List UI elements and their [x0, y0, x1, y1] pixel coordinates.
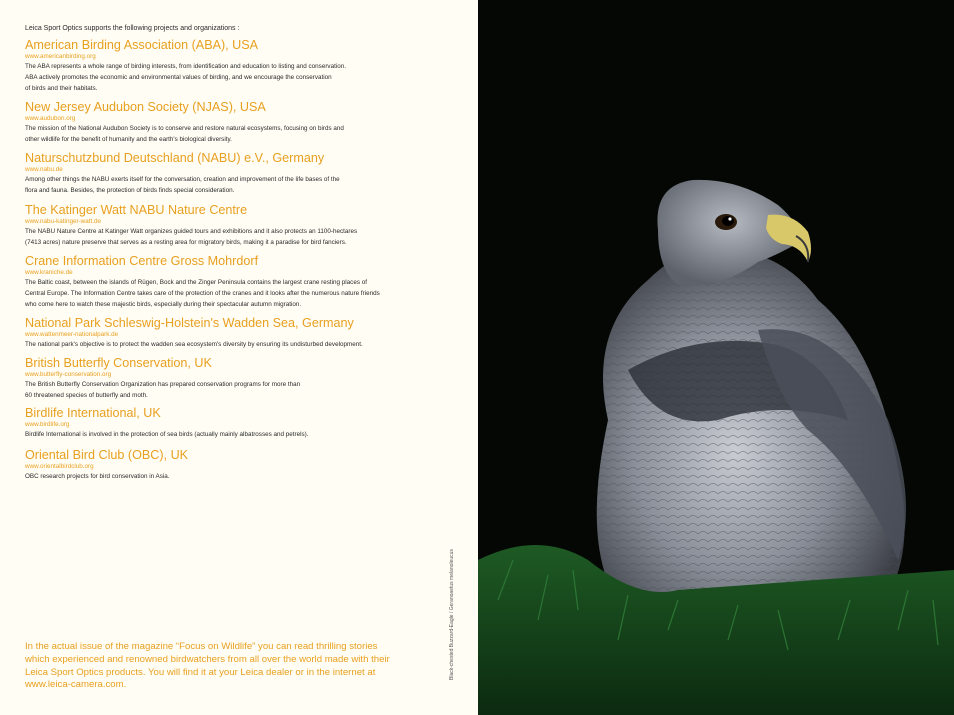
eagle-illustration: [478, 0, 954, 715]
org-description: Birdlife International is involved in the protection of sea birds (actually mainly albatrosses and petrels).: [25, 431, 309, 438]
org-description: The national park's objective is to protect the wadden sea ecosystem's diversity by ensuring its undisturbed development.: [25, 341, 363, 348]
org-description: The British Butterfly Conservation Organization has prepared conservation programs for more than 60 threatened species of butterfly and moth.: [25, 381, 301, 399]
org-description: Among other things the NABU exerts itself for the conversation, creation and improvement of the life bases of the flora and fauna. Besides, the protection of birds finds special consideration.: [25, 176, 340, 194]
org-entry: [25, 356, 445, 401]
org-url[interactable]: www.kraniche.de: [25, 269, 73, 276]
org-url[interactable]: www.nabu-katinger-watt.de: [25, 218, 101, 225]
org-description: The NABU Nature Centre at Katinger Watt organizes guided tours and exhibitions and it also protects an 1100-hectares (7413 acres) nature preserve that serves as a resting area for migratory birds, making it a paradise for bird fanciers.: [25, 228, 358, 246]
org-entry: [25, 406, 445, 440]
org-entry: [25, 316, 445, 350]
org-entry: [25, 38, 445, 94]
org-name: British Butterfly Conservation, UK: [25, 356, 212, 370]
org-entry: [25, 151, 445, 196]
org-name: National Park Schleswig-Holstein's Wadden Sea, Germany: [25, 316, 354, 330]
org-name: The Katinger Watt NABU Nature Centre: [25, 203, 248, 217]
org-url[interactable]: www.wattenmeer-nationalpark.de: [25, 331, 119, 338]
org-url[interactable]: www.nabu.de: [25, 166, 63, 173]
org-name: Naturschutzbund Deutschland (NABU) e.V., Germany: [25, 151, 325, 165]
org-name: American Birding Association (ABA), USA: [25, 38, 259, 52]
org-url[interactable]: www.birdlife.org: [25, 421, 70, 428]
org-name: Birdlife International, UK: [25, 406, 161, 420]
org-url[interactable]: www.audubon.org: [25, 115, 76, 122]
org-name: New Jersey Audubon Society (NJAS), USA: [25, 100, 266, 114]
org-name: Crane Information Centre Gross Mohrdorf: [25, 254, 259, 268]
org-url[interactable]: www.americanbirding.org: [25, 53, 96, 60]
footer-promo-text: In the actual issue of the magazine “Focus on Wildlife” you can read thrilling stories which experienced and renowned birdwatchers from all over the world made with their Leica Sport Optics products. You will find it at your Leica dealer or in the internet at www.leica-camera.com.: [25, 641, 390, 691]
org-entry: [25, 100, 445, 145]
org-entry: [25, 448, 445, 482]
org-description: OBC research projects for bird conservation in Asia.: [25, 473, 170, 480]
org-description: The mission of the National Audubon Society is to conserve and restore natural ecosystems, focusing on birds and other wildlife for the benefit of humanity and the earth's biological diversity.: [25, 125, 344, 143]
org-description: The ABA represents a whole range of birding interests, from identification and education to listing and conservation. ABA actively promotes the economic and environmental values of birding, and we encourage the conservation of birds and their habitats.: [25, 63, 346, 92]
org-description: The Baltic coast, between the islands of Rügen, Bock and the Zinger Peninsula contains the largest crane resting places of Central Europe. The Information Centre takes care of the protection of the cranes and it looks after the numerous nature friends who come here to watch these majestic birds, especially during their spectacular autumn migration.: [25, 279, 380, 308]
org-entry: [25, 203, 445, 248]
org-url[interactable]: www.butterfly-conservation.org: [25, 371, 112, 378]
photo-credit: Black-chested Buzzard-Eagle / Geranoaetus melanoleucus: [449, 549, 455, 680]
org-name: Oriental Bird Club (OBC), UK: [25, 448, 189, 462]
org-url[interactable]: www.orientalbirdclub.org: [25, 463, 94, 470]
org-entry: [25, 254, 445, 310]
eagle-photo: [478, 0, 954, 715]
intro-text: Leica Sport Optics supports the following projects and organizations :: [25, 25, 240, 32]
